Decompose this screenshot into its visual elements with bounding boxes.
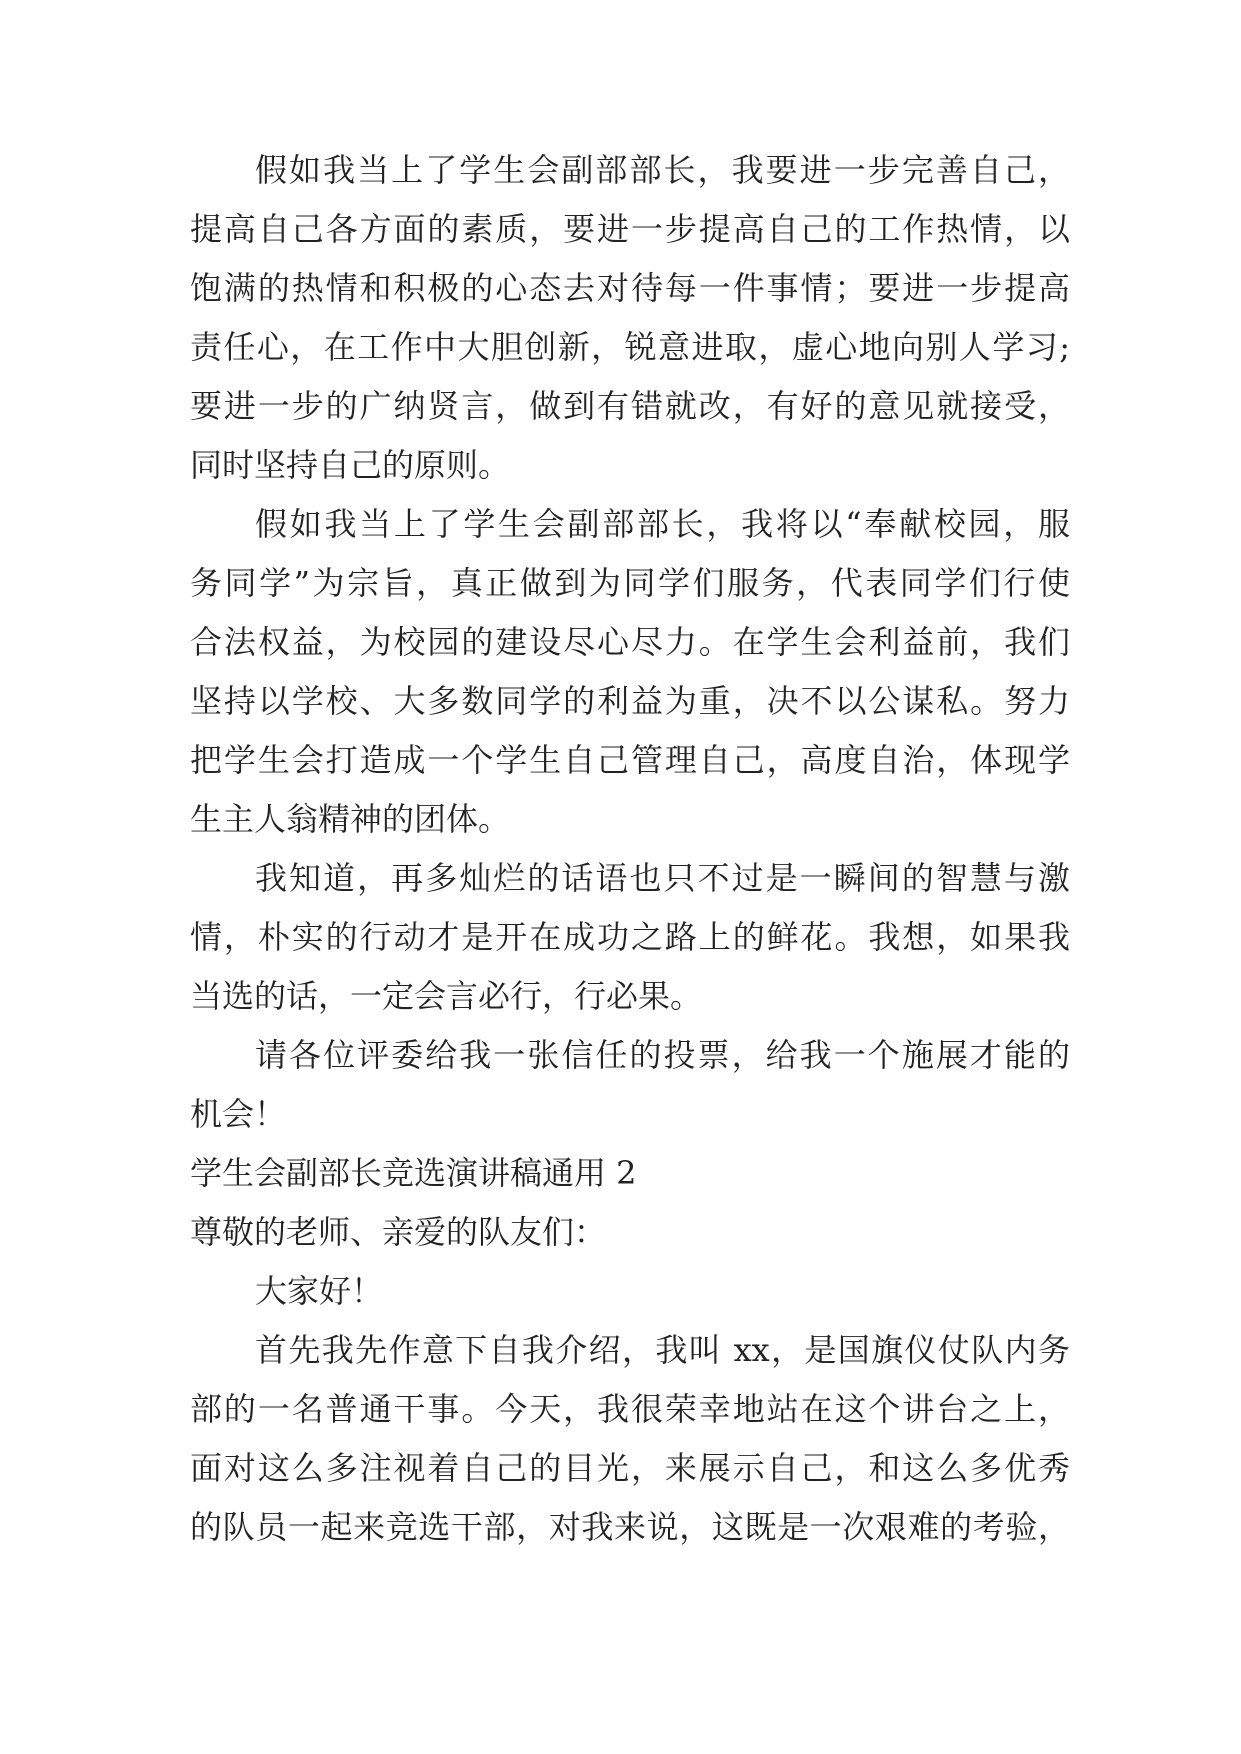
paragraph-line: 饱满的热情和积极的心态去对待每一件事情；要进一步提高 xyxy=(190,269,1070,307)
paragraph-line: 机会！ xyxy=(190,1095,287,1133)
greeting: 大家好！ xyxy=(255,1272,384,1310)
paragraph-line: 把学生会打造成一个学生自己管理自己，高度自治，体现学 xyxy=(190,741,1070,779)
paragraph-line: 情，朴实的行动才是开在成功之路上的鲜花。我想，如果我 xyxy=(190,918,1070,956)
paragraph-line: 的队员一起来竞选干部，对我来说，这既是一次艰难的考验， xyxy=(190,1508,1070,1546)
salutation: 尊敬的老师、亲爱的队友们： xyxy=(190,1213,607,1251)
paragraph-line: 部的一名普通干事。今天，我很荣幸地站在这个讲台之上， xyxy=(190,1390,1070,1428)
paragraph-line: 面对这么多注视着自己的目光，来展示自己，和这么多优秀 xyxy=(190,1449,1070,1487)
paragraph-line: 责任心，在工作中大胆创新，锐意进取，虚心地向别人学习; xyxy=(190,328,1070,366)
paragraph-line: 要进一步的广纳贤言，做到有错就改，有好的意见就接受， xyxy=(190,387,1070,425)
paragraph-line: 合法权益，为校园的建设尽心尽力。在学生会利益前，我们 xyxy=(190,623,1070,661)
paragraph-line: 首先我先作意下自我介绍，我叫 xx，是国旗仪仗队内务 xyxy=(255,1331,1070,1369)
paragraph-line: 当选的话，一定会言必行，行必果。 xyxy=(190,977,703,1015)
paragraph-line: 同时坚持自己的原则。 xyxy=(190,446,511,484)
paragraph-line: 请各位评委给我一张信任的投票，给我一个施展才能的 xyxy=(255,1036,1070,1074)
paragraph-line: 提高自己各方面的素质，要进一步提高自己的工作热情，以 xyxy=(190,210,1070,248)
paragraph-line: 务同学”为宗旨，真正做到为同学们服务，代表同学们行使 xyxy=(190,564,1070,602)
paragraph-line: 我知道，再多灿烂的话语也只不过是一瞬间的智慧与激 xyxy=(255,859,1070,897)
paragraph-line: 假如我当上了学生会副部部长，我将以“奉献校园，服 xyxy=(255,505,1070,543)
paragraph-line: 假如我当上了学生会副部部长，我要进一步完善自己， xyxy=(255,151,1070,189)
section-heading: 学生会副部长竞选演讲稿通用 2 xyxy=(190,1154,637,1192)
paragraph-line: 生主人翁精神的团体。 xyxy=(190,800,511,838)
paragraph-line: 坚持以学校、大多数同学的利益为重，决不以公谋私。努力 xyxy=(190,682,1070,720)
